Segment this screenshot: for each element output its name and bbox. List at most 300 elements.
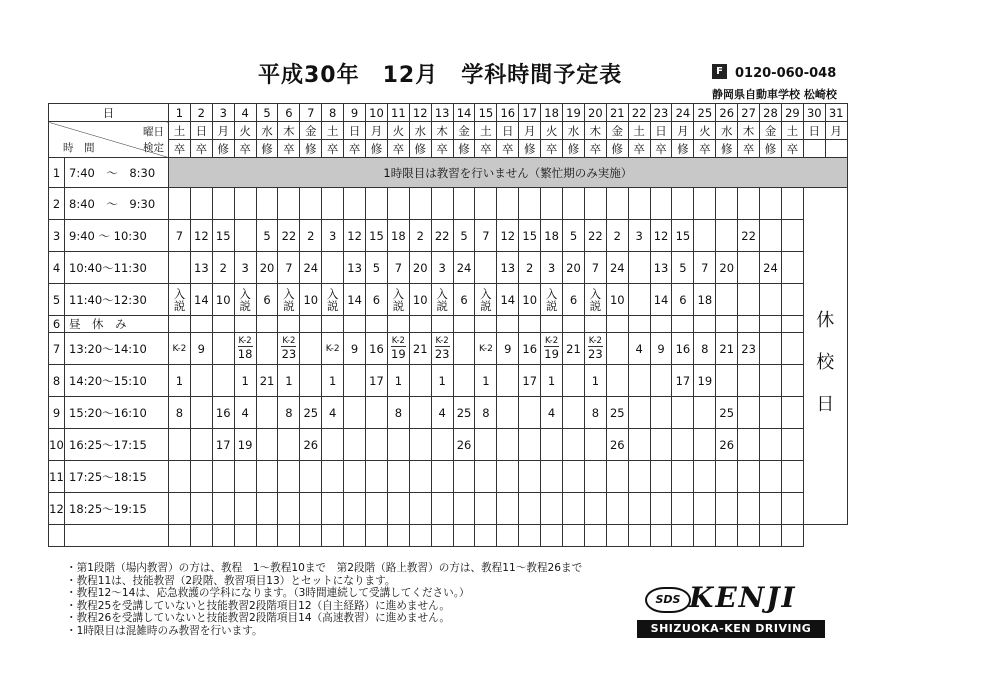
blank-cell [519, 525, 541, 547]
class-cell: 16 [672, 333, 694, 365]
class-cell [278, 316, 300, 333]
weekday: 日 [190, 122, 212, 140]
class-cell: 10 [519, 284, 541, 316]
class-cell: 7 [278, 252, 300, 284]
weekday: 日 [803, 122, 825, 140]
class-cell: 7 [169, 220, 191, 252]
class-cell [541, 493, 563, 525]
class-cell: 25 [716, 397, 738, 429]
class-cell: 4 [322, 397, 344, 429]
class-cell: 3 [431, 252, 453, 284]
blank-cell [387, 525, 409, 547]
class-cell [606, 493, 628, 525]
class-cell [300, 365, 322, 397]
blank-cell [497, 525, 519, 547]
class-cell [366, 493, 388, 525]
day-number: 8 [322, 104, 344, 122]
intro-label: 説 [480, 298, 492, 313]
blank-cell [716, 525, 738, 547]
class-cell [519, 493, 541, 525]
class-cell [344, 397, 366, 429]
class-cell: K-2 [475, 333, 497, 365]
class-cell [738, 397, 760, 429]
class-cell [781, 365, 803, 397]
period-time: 9:40 ～ 10:30 [65, 220, 169, 252]
class-cell [628, 461, 650, 493]
weekday: 火 [387, 122, 409, 140]
class-cell [256, 333, 278, 365]
class-cell [628, 252, 650, 284]
class-cell [190, 429, 212, 461]
period-time: 11:40～12:30 [65, 284, 169, 316]
class-cell [212, 188, 234, 220]
class-cell [738, 316, 760, 333]
day-number: 16 [497, 104, 519, 122]
class-cell [738, 188, 760, 220]
weekday: 土 [781, 122, 803, 140]
class-cell [672, 188, 694, 220]
school-logo [637, 581, 825, 653]
class-cell [628, 397, 650, 429]
day-number: 19 [563, 104, 585, 122]
class-cell [716, 365, 738, 397]
period-row [49, 158, 848, 188]
class-cell: 24 [300, 252, 322, 284]
class-cell: 9 [650, 333, 672, 365]
class-cell [300, 316, 322, 333]
class-cell [300, 493, 322, 525]
closed-day-cell [803, 188, 847, 525]
note-line: ・1時限目は混雑時のみ教習を行います。 [66, 624, 263, 637]
class-cell [409, 429, 431, 461]
class-cell: 8 [694, 333, 716, 365]
weekday: 土 [628, 122, 650, 140]
period-row [49, 220, 848, 252]
intro-label: 説 [283, 298, 295, 313]
exam-marker: 卒 [234, 140, 256, 158]
class-cell: 4 [541, 397, 563, 429]
period-row [49, 284, 848, 316]
class-number: 23 [588, 347, 603, 361]
class-cell [497, 365, 519, 397]
class-cell [475, 461, 497, 493]
period-number: 12 [49, 493, 65, 525]
class-cell [694, 316, 716, 333]
class-cell [169, 188, 191, 220]
class-cell: 7 [694, 252, 716, 284]
period-number: 8 [49, 365, 65, 397]
class-cell: 15 [519, 220, 541, 252]
class-cell [760, 429, 782, 461]
class-cell: 5 [256, 220, 278, 252]
class-cell [738, 252, 760, 284]
class-cell [387, 284, 409, 316]
period-row [49, 188, 848, 220]
class-cell [387, 333, 409, 365]
class-cell [760, 397, 782, 429]
class-cell [584, 333, 606, 365]
class-cell: 17 [212, 429, 234, 461]
class-cell: 2 [606, 220, 628, 252]
class-cell [672, 461, 694, 493]
class-cell: 3 [628, 220, 650, 252]
period-time: 8:40 ～ 9:30 [65, 188, 169, 220]
class-cell: 8 [387, 397, 409, 429]
exam-marker [825, 140, 847, 158]
class-cell: 2 [519, 252, 541, 284]
day-number: 31 [825, 104, 847, 122]
period-number: 4 [49, 252, 65, 284]
period-number: 11 [49, 461, 65, 493]
exam-marker: 卒 [738, 140, 760, 158]
class-number: 18 [237, 347, 253, 361]
day-number: 12 [409, 104, 431, 122]
class-cell [409, 397, 431, 429]
class-cell: 5 [453, 220, 475, 252]
day-number: 1 [169, 104, 191, 122]
class-cell: 20 [563, 252, 585, 284]
class-cell: 17 [672, 365, 694, 397]
k2-label: K-2 [588, 336, 602, 346]
class-cell [169, 429, 191, 461]
blank-cell [781, 525, 803, 547]
exam-marker: 修 [453, 140, 475, 158]
exam-marker: 修 [256, 140, 278, 158]
class-number: 19 [544, 347, 559, 361]
class-cell [387, 188, 409, 220]
period-row [49, 397, 848, 429]
note-line: ・教程26を受講していないと技能教習2段階項目14（高速教習）に進めません。 [66, 612, 450, 625]
class-cell: 6 [256, 284, 278, 316]
class-cell [716, 316, 738, 333]
class-cell [541, 284, 563, 316]
class-cell [278, 333, 300, 365]
exam-marker: 修 [519, 140, 541, 158]
blank-cell [628, 525, 650, 547]
class-cell [497, 316, 519, 333]
class-cell [278, 188, 300, 220]
class-cell: 24 [453, 252, 475, 284]
class-cell [519, 316, 541, 333]
period-row [49, 493, 848, 525]
blank-cell [49, 525, 65, 547]
class-cell [694, 461, 716, 493]
day-number: 30 [803, 104, 825, 122]
day-number: 11 [387, 104, 409, 122]
intro-label: 説 [173, 298, 186, 313]
class-cell [694, 188, 716, 220]
class-cell [344, 365, 366, 397]
class-cell [475, 252, 497, 284]
day-number: 21 [606, 104, 628, 122]
intro-label: 入 [173, 286, 186, 301]
class-cell [716, 220, 738, 252]
class-cell: 16 [212, 397, 234, 429]
class-cell [760, 188, 782, 220]
class-cell [453, 188, 475, 220]
blank-cell [190, 525, 212, 547]
day-number: 17 [519, 104, 541, 122]
class-cell: 24 [606, 252, 628, 284]
class-cell [300, 461, 322, 493]
class-cell: 10 [212, 284, 234, 316]
school-name: 静岡県自動車学校 松崎校 [712, 88, 837, 101]
class-cell [190, 188, 212, 220]
class-cell [628, 493, 650, 525]
class-cell [584, 461, 606, 493]
phone-number: 0120-060-048 [735, 66, 837, 81]
header-diagonal-cell [49, 122, 169, 158]
class-cell: 4 [431, 397, 453, 429]
intro-label: 入 [545, 286, 558, 301]
class-cell: 25 [300, 397, 322, 429]
class-number: 23 [281, 347, 297, 361]
class-cell: 12 [497, 220, 519, 252]
weekday: 月 [825, 122, 847, 140]
class-cell: 18 [694, 284, 716, 316]
weekday: 水 [563, 122, 585, 140]
blank-cell [234, 525, 256, 547]
class-cell: 25 [453, 397, 475, 429]
class-cell: 3 [541, 252, 563, 284]
page-title: 平成30年 12月 学科時間予定表 [258, 63, 623, 88]
blank-cell [278, 525, 300, 547]
weekday: 木 [431, 122, 453, 140]
class-cell: 20 [409, 252, 431, 284]
period-number: 2 [49, 188, 65, 220]
intro-label: 説 [392, 298, 405, 313]
class-cell [606, 333, 628, 365]
class-cell: 1 [541, 365, 563, 397]
class-cell [475, 316, 497, 333]
blank-cell [366, 525, 388, 547]
class-cell [431, 493, 453, 525]
class-cell [212, 333, 234, 365]
day-number: 5 [256, 104, 278, 122]
class-cell [234, 333, 256, 365]
class-cell [760, 461, 782, 493]
class-cell [738, 493, 760, 525]
class-cell [190, 316, 212, 333]
class-cell [190, 365, 212, 397]
day-number: 25 [694, 104, 716, 122]
class-cell: 20 [256, 252, 278, 284]
class-cell [672, 429, 694, 461]
weekday: 土 [475, 122, 497, 140]
class-cell [497, 188, 519, 220]
class-cell [475, 188, 497, 220]
weekday: 日 [344, 122, 366, 140]
class-cell [366, 397, 388, 429]
note-line: ・教程11は、技能教習（2段階、教習項目13）とセットになります。 [66, 574, 396, 587]
period-number: 5 [49, 284, 65, 316]
class-cell: 4 [628, 333, 650, 365]
blank-row [49, 525, 848, 547]
class-cell [409, 461, 431, 493]
class-cell: 7 [387, 252, 409, 284]
class-cell [694, 429, 716, 461]
day-number: 28 [760, 104, 782, 122]
class-cell: 26 [300, 429, 322, 461]
class-cell: 1 [584, 365, 606, 397]
class-cell [278, 429, 300, 461]
day-number: 7 [300, 104, 322, 122]
weekday: 木 [278, 122, 300, 140]
class-cell [322, 284, 344, 316]
exam-marker: 卒 [344, 140, 366, 158]
class-cell [300, 333, 322, 365]
class-cell [322, 461, 344, 493]
class-cell [738, 365, 760, 397]
blank-cell [322, 525, 344, 547]
class-number: 19 [391, 347, 406, 361]
period-row [49, 461, 848, 493]
class-cell [781, 220, 803, 252]
class-cell [366, 316, 388, 333]
class-cell [256, 461, 278, 493]
class-cell [256, 397, 278, 429]
intro-label: 説 [545, 298, 558, 313]
weekday-label: 曜日 [143, 126, 164, 138]
period-number: 9 [49, 397, 65, 429]
class-cell [278, 461, 300, 493]
class-cell [300, 188, 322, 220]
class-cell: 22 [738, 220, 760, 252]
class-cell [563, 316, 585, 333]
phone-logo-icon: F [712, 64, 727, 79]
period-1-note: 1時限目は教習を行いません（繁忙期のみ実施） [169, 158, 848, 188]
blank-cell [760, 525, 782, 547]
class-cell [781, 397, 803, 429]
class-cell [606, 316, 628, 333]
weekday: 金 [606, 122, 628, 140]
class-cell: 10 [409, 284, 431, 316]
class-cell [760, 365, 782, 397]
class-cell: 10 [300, 284, 322, 316]
exam-marker: 卒 [278, 140, 300, 158]
class-cell: 15 [212, 220, 234, 252]
class-cell: 17 [366, 365, 388, 397]
class-cell [650, 316, 672, 333]
period-number: 6 [49, 316, 65, 333]
class-cell [212, 461, 234, 493]
class-cell [650, 397, 672, 429]
class-cell [650, 461, 672, 493]
exam-marker: 卒 [694, 140, 716, 158]
blank-cell [694, 525, 716, 547]
class-cell [212, 493, 234, 525]
class-cell: 9 [190, 333, 212, 365]
exam-marker: 卒 [322, 140, 344, 158]
class-cell [409, 365, 431, 397]
k2-label: K-2 [545, 336, 559, 346]
class-cell [497, 397, 519, 429]
class-cell: 19 [234, 429, 256, 461]
class-cell [650, 493, 672, 525]
class-cell: 14 [190, 284, 212, 316]
class-cell [387, 493, 409, 525]
class-cell [694, 397, 716, 429]
class-cell [497, 493, 519, 525]
class-cell [584, 493, 606, 525]
class-cell: 22 [584, 220, 606, 252]
class-cell [584, 316, 606, 333]
intro-label: 入 [436, 286, 448, 301]
class-cell [169, 284, 191, 316]
class-cell: 17 [519, 365, 541, 397]
k2-label: K-2 [282, 336, 296, 346]
blank-cell [344, 525, 366, 547]
weekday: 火 [234, 122, 256, 140]
class-cell: 1 [278, 365, 300, 397]
exam-marker: 卒 [169, 140, 191, 158]
intro-label: 説 [436, 298, 448, 313]
class-cell [431, 316, 453, 333]
class-cell [234, 461, 256, 493]
class-cell [606, 188, 628, 220]
day-number: 23 [650, 104, 672, 122]
class-cell: 6 [672, 284, 694, 316]
intro-label: 説 [589, 298, 602, 313]
class-cell [760, 333, 782, 365]
class-cell [322, 429, 344, 461]
class-cell [431, 284, 453, 316]
period-number: 7 [49, 333, 65, 365]
class-cell [606, 365, 628, 397]
blank-cell [212, 525, 234, 547]
class-cell: 26 [453, 429, 475, 461]
blank-cell [584, 525, 606, 547]
class-cell [256, 188, 278, 220]
class-cell: 20 [716, 252, 738, 284]
time-label: 時 間 [63, 142, 95, 154]
day-number: 4 [234, 104, 256, 122]
closed-day-char: 日 [816, 394, 835, 415]
exam-marker: 修 [212, 140, 234, 158]
exam-marker: 卒 [387, 140, 409, 158]
class-cell [760, 284, 782, 316]
class-cell [475, 429, 497, 461]
class-cell: K-2 [169, 333, 191, 365]
class-cell [563, 493, 585, 525]
class-number: 23 [434, 347, 450, 361]
period-row [49, 316, 848, 333]
class-cell [760, 316, 782, 333]
class-cell: 1 [169, 365, 191, 397]
class-cell: 6 [563, 284, 585, 316]
class-cell: 14 [497, 284, 519, 316]
class-cell [650, 365, 672, 397]
period-time: 16:25～17:15 [65, 429, 169, 461]
class-cell: 5 [366, 252, 388, 284]
class-cell: 26 [606, 429, 628, 461]
weekday: 水 [409, 122, 431, 140]
class-cell [563, 429, 585, 461]
note-line: ・教程12～14は、応急救護の学科になります。（3時間連続して受講してください。） [66, 587, 470, 600]
class-cell [519, 188, 541, 220]
class-cell [234, 284, 256, 316]
class-cell [453, 493, 475, 525]
class-cell: 13 [344, 252, 366, 284]
class-cell: 21 [716, 333, 738, 365]
class-cell [672, 397, 694, 429]
blank-cell [409, 525, 431, 547]
class-cell [781, 188, 803, 220]
class-cell [278, 493, 300, 525]
intro-label: 入 [239, 286, 251, 301]
exam-marker: 修 [366, 140, 388, 158]
class-cell: 15 [366, 220, 388, 252]
